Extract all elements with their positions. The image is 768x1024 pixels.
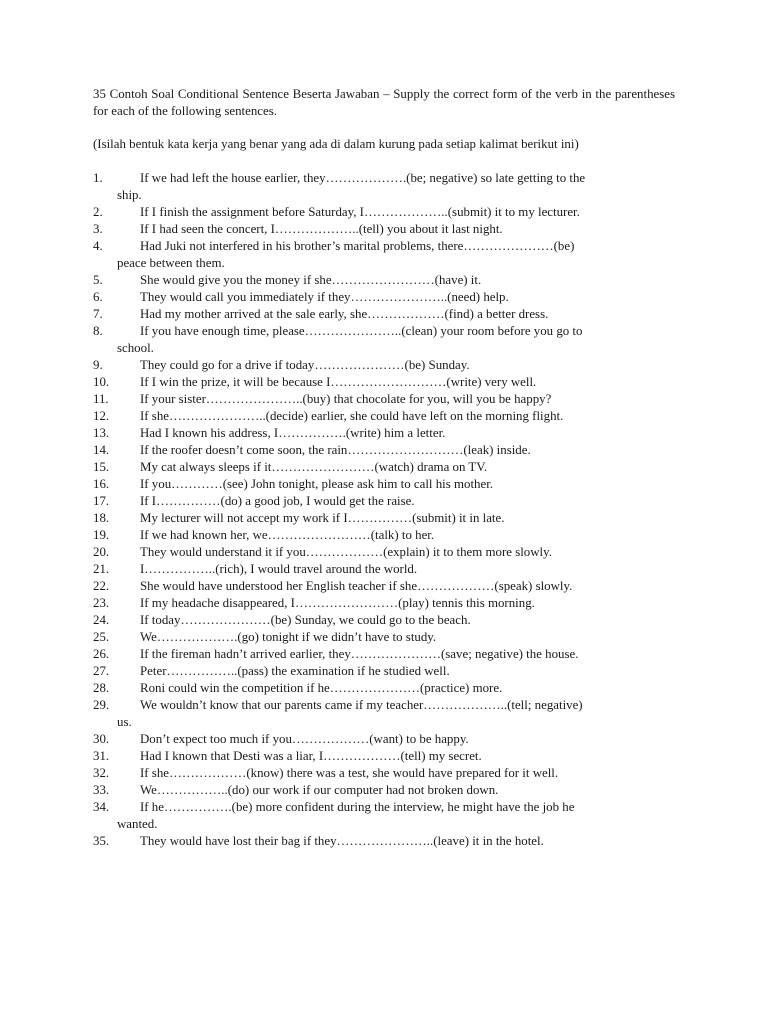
exercise-item	[93, 510, 675, 527]
exercise-text: If we had known her, we……………………(talk) to her.	[140, 528, 435, 542]
exercise-number: 15.	[93, 460, 110, 474]
exercise-number: 34.	[93, 800, 110, 814]
exercise-item	[93, 289, 675, 306]
exercise-number: 25.	[93, 630, 110, 644]
exercise-text: If today…………………(be) Sunday, we could go to the beach.	[140, 613, 471, 627]
exercise-item	[93, 697, 675, 731]
exercise-number: 11.	[93, 392, 109, 406]
exercise-text: My cat always sleeps if it……………………(watch) drama on TV.	[140, 460, 488, 474]
exercise-item	[93, 782, 675, 799]
exercise-item	[93, 238, 675, 272]
exercise-text: If the fireman hadn’t arrived earlier, they…………………(save; negative) the house.	[140, 647, 579, 661]
exercise-number: 3.	[93, 222, 103, 236]
intro-paragraph: 35 Contoh Soal Conditional Sentence Beserta Jawaban – Supply the correct form of the verb in the parentheses for each of the following sentences.	[93, 87, 675, 118]
exercise-text-continuation: wanted.	[117, 817, 158, 831]
exercise-text: Peter……………..(pass) the examination if he studied well.	[140, 664, 450, 678]
exercise-text: If your sister…………………..(buy) that chocolate for you, will you be happy?	[140, 392, 552, 406]
exercise-item	[93, 170, 675, 204]
exercise-item	[93, 442, 675, 459]
exercise-item	[93, 799, 675, 833]
exercise-text: They would call you immediately if they…………………..(need) help.	[140, 290, 509, 304]
exercise-text-continuation: us.	[117, 715, 132, 729]
exercise-item	[93, 561, 675, 578]
exercise-number: 1.	[93, 171, 103, 185]
exercise-text: We……………..(do) our work if our computer had not broken down.	[140, 783, 499, 797]
exercise-item	[93, 493, 675, 510]
exercise-text: They would have lost their bag if they…………………..(leave) it in the hotel.	[140, 834, 544, 848]
exercise-number: 16.	[93, 477, 110, 491]
exercise-number: 10.	[93, 375, 110, 389]
exercise-number: 14.	[93, 443, 110, 457]
exercise-text: If I……………(do) a good job, I would get the raise.	[140, 494, 415, 508]
exercise-item	[93, 391, 675, 408]
exercise-number: 19.	[93, 528, 110, 542]
exercise-number: 12.	[93, 409, 110, 423]
exercise-text: I……………..(rich), I would travel around the world.	[140, 562, 418, 576]
exercise-number: 8.	[93, 324, 103, 338]
exercise-number: 2.	[93, 205, 103, 219]
exercise-item	[93, 357, 675, 374]
exercise-item	[93, 833, 675, 850]
exercise-text: If we had left the house earlier, they……………….(be; negative) so late getting to the	[140, 171, 586, 185]
exercise-text: My lecturer will not accept my work if I……………(submit) it in late.	[140, 511, 505, 525]
exercise-text: They would understand it if you………………(explain) it to them more slowly.	[140, 545, 552, 559]
exercise-text: If he…………….(be) more confident during the interview, he might have the job he	[140, 800, 575, 814]
exercise-text: Don’t expect too much if you………………(want) to be happy.	[140, 732, 469, 746]
exercise-text: Roni could win the competition if he…………………(practice) more.	[140, 681, 503, 695]
exercise-text: Had I known his address, I…………….(write) him a letter.	[140, 426, 446, 440]
exercise-number: 4.	[93, 239, 103, 253]
exercise-item	[93, 408, 675, 425]
exercise-text: If she…………………..(decide) earlier, she could have left on the morning flight.	[140, 409, 564, 423]
exercise-text: She would have understood her English teacher if she………………(speak) slowly.	[140, 579, 573, 593]
exercise-text: If my headache disappeared, I……………………(play) tennis this morning.	[140, 596, 535, 610]
document-page	[93, 86, 675, 850]
exercise-text: If I win the prize, it will be because I………………………(write) very well.	[140, 375, 537, 389]
exercise-item	[93, 612, 675, 629]
exercise-number: 28.	[93, 681, 110, 695]
exercise-item	[93, 680, 675, 697]
exercise-number: 20.	[93, 545, 110, 559]
exercise-item	[93, 221, 675, 238]
exercise-number: 32.	[93, 766, 110, 780]
exercise-item	[93, 595, 675, 612]
exercise-item	[93, 527, 675, 544]
exercise-text-continuation: peace between them.	[117, 256, 225, 270]
exercise-text: We……………….(go) tonight if we didn’t have to study.	[140, 630, 437, 644]
exercise-number: 7.	[93, 307, 103, 321]
exercise-item	[93, 306, 675, 323]
translation-paragraph: (Isilah bentuk kata kerja yang benar yang ada di dalam kurung pada setiap kalimat berikut ini)	[93, 137, 579, 151]
exercise-text-continuation: school.	[117, 341, 154, 355]
exercise-item	[93, 748, 675, 765]
exercise-number: 9.	[93, 358, 103, 372]
exercise-item	[93, 663, 675, 680]
exercise-text-continuation: ship.	[117, 188, 142, 202]
exercise-text: If she………………(know) there was a test, she would have prepared for it well.	[140, 766, 559, 780]
exercise-text: If I finish the assignment before Saturday, I………………..(submit) it to my lecturer.	[140, 205, 580, 219]
exercise-number: 29.	[93, 698, 110, 712]
exercise-text: If the roofer doesn’t come soon, the rain………………………(leak) inside.	[140, 443, 531, 457]
exercise-item	[93, 646, 675, 663]
exercise-item	[93, 425, 675, 442]
exercise-list	[93, 170, 675, 850]
exercise-number: 18.	[93, 511, 110, 525]
exercise-text: We wouldn’t know that our parents came if my teacher………………..(tell; negative)	[140, 698, 583, 712]
exercise-item	[93, 578, 675, 595]
exercise-number: 24.	[93, 613, 110, 627]
exercise-number: 30.	[93, 732, 110, 746]
exercise-item	[93, 765, 675, 782]
exercise-number: 31.	[93, 749, 110, 763]
exercise-number: 21.	[93, 562, 110, 576]
exercise-number: 27.	[93, 664, 110, 678]
exercise-text: They could go for a drive if today…………………(be) Sunday.	[140, 358, 470, 372]
exercise-item	[93, 629, 675, 646]
exercise-text: Had I known that Desti was a liar, I………………(tell) my secret.	[140, 749, 482, 763]
exercise-number: 35.	[93, 834, 110, 848]
exercise-number: 23.	[93, 596, 110, 610]
exercise-number: 26.	[93, 647, 110, 661]
exercise-item	[93, 204, 675, 221]
exercise-number: 6.	[93, 290, 103, 304]
exercise-number: 17.	[93, 494, 110, 508]
exercise-text: Had Juki not interfered in his brother’s marital problems, there…………………(be)	[140, 239, 575, 253]
exercise-text: Had my mother arrived at the sale early, she………………(find) a better dress.	[140, 307, 549, 321]
exercise-item	[93, 272, 675, 289]
exercise-number: 5.	[93, 273, 103, 287]
exercise-number: 22.	[93, 579, 110, 593]
exercise-text: If you have enough time, please…………………..(clean) your room before you go to	[140, 324, 583, 338]
exercise-number: 13.	[93, 426, 110, 440]
exercise-text: She would give you the money if she……………………(have) it.	[140, 273, 482, 287]
exercise-item	[93, 731, 675, 748]
exercise-item	[93, 544, 675, 561]
exercise-item	[93, 476, 675, 493]
exercise-text: If you…………(see) John tonight, please ask him to call his mother.	[140, 477, 494, 491]
exercise-item	[93, 459, 675, 476]
exercise-text: If I had seen the concert, I………………..(tell) you about it last night.	[140, 222, 503, 236]
exercise-item	[93, 374, 675, 391]
exercise-number: 33.	[93, 783, 110, 797]
exercise-item	[93, 323, 675, 357]
